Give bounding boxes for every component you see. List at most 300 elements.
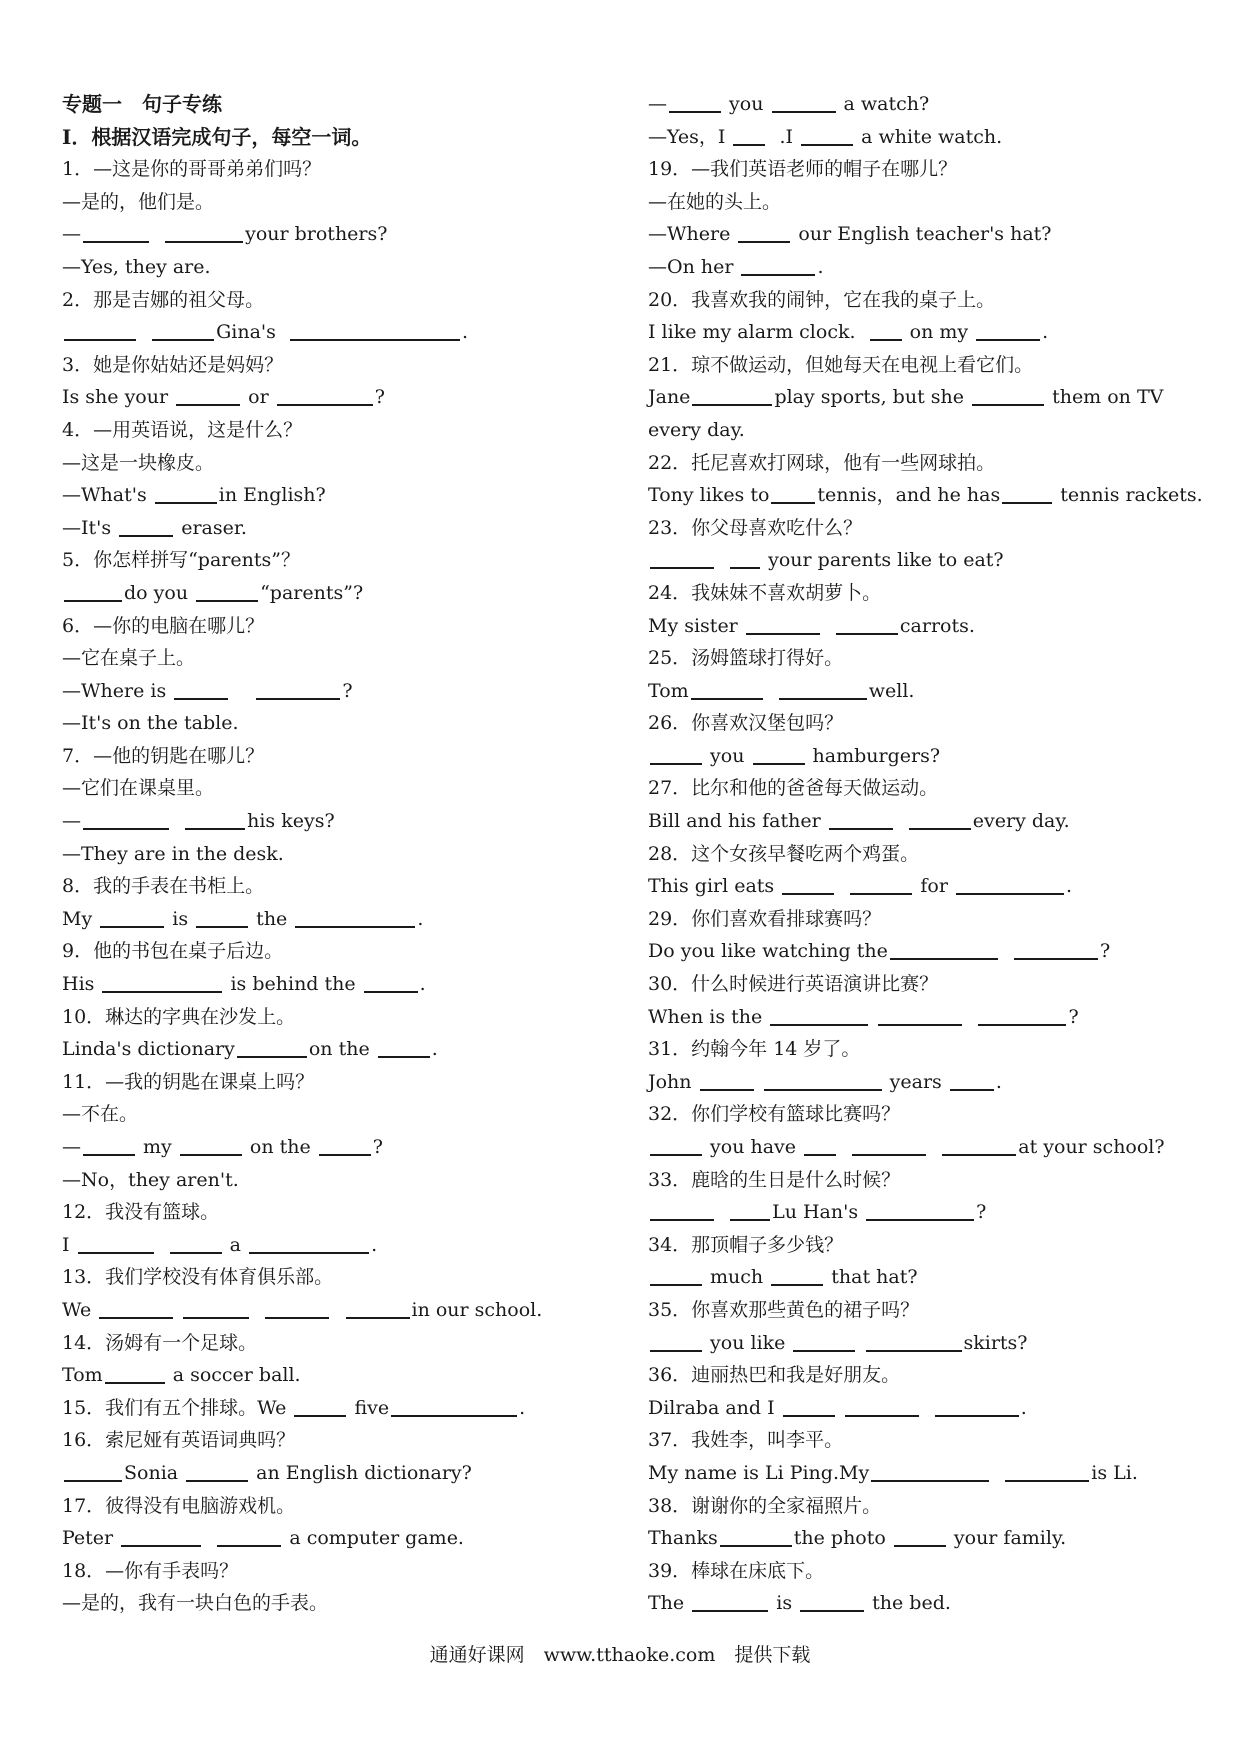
line-text: our English teacher's hat?	[792, 223, 1052, 246]
right-line	[648, 838, 1228, 871]
line-text: 3．她是你姑姑还是妈妈？	[62, 353, 284, 376]
line-text: —No，they aren't.	[62, 1168, 239, 1191]
left-line	[62, 512, 622, 545]
answer-blank[interactable]	[829, 809, 893, 830]
answer-blank[interactable]	[650, 1135, 702, 1156]
answer-blank[interactable]	[295, 907, 415, 928]
line-text: in English?	[218, 484, 326, 507]
left-line	[62, 1490, 622, 1523]
line-text: The	[648, 1592, 691, 1615]
line-text: 12．我没有篮球。	[62, 1201, 220, 1224]
right-line	[648, 642, 1228, 675]
answer-blank[interactable]	[249, 1233, 369, 1254]
line-text: My	[62, 907, 99, 930]
line-text: or	[242, 386, 275, 409]
line-text: tennis rackets.	[1054, 484, 1203, 507]
left-line	[62, 1033, 622, 1066]
line-text: .I	[767, 125, 800, 148]
left-line	[62, 1522, 622, 1555]
answer-blank[interactable]	[733, 125, 765, 146]
line-text: Linda's dictionary	[62, 1038, 235, 1061]
line-text: 10．琳达的字典在沙发上。	[62, 1005, 296, 1028]
line-text: 30．什么时候进行英语演讲比赛？	[648, 973, 939, 996]
left-line	[62, 935, 622, 968]
line-text: on the	[243, 1136, 317, 1158]
line-text: the	[250, 907, 294, 930]
line-text: play sports, but she	[774, 386, 971, 409]
answer-blank[interactable]	[196, 907, 248, 928]
right-line	[648, 153, 1228, 186]
line-text	[870, 1006, 876, 1028]
line-text: you like	[704, 1331, 792, 1354]
line-text: 36．迪丽热巴和我是好朋友。	[648, 1364, 901, 1387]
line-text: —Yes, they are.	[62, 255, 211, 278]
answer-blank[interactable]	[976, 320, 1040, 341]
line-text: —是的，我有一块白色的手表。	[62, 1592, 329, 1615]
answer-blank[interactable]	[185, 809, 245, 830]
answer-blank[interactable]	[909, 809, 971, 830]
line-text: —Where	[648, 223, 737, 246]
answer-blank[interactable]	[64, 320, 136, 341]
answer-blank[interactable]	[100, 907, 164, 928]
line-text: .	[419, 973, 426, 996]
right-line	[648, 968, 1228, 1001]
left-line	[62, 218, 622, 251]
line-text: —It's on the table.	[62, 712, 239, 735]
line-text: Do you like watching the	[648, 940, 888, 963]
left-line	[62, 968, 622, 1001]
line-text: Tony likes to	[648, 484, 770, 507]
right-line	[648, 512, 1228, 545]
answer-blank[interactable]	[772, 92, 836, 113]
right-line	[648, 707, 1228, 740]
line-text: skirts?	[963, 1331, 1028, 1354]
answer-blank[interactable]	[265, 1298, 329, 1319]
line-text: .	[417, 907, 424, 930]
answer-blank[interactable]	[691, 679, 763, 700]
answer-blank[interactable]	[669, 92, 721, 113]
line-text: —是的，他们是。	[62, 190, 215, 213]
left-line	[62, 153, 622, 186]
line-text: 5．你怎样拼写“parents”？	[62, 549, 300, 572]
line-text: a white watch.	[855, 125, 1003, 148]
line-text: 35．你喜欢那些黄色的裙子吗？	[648, 1298, 920, 1321]
answer-blank[interactable]	[99, 1298, 173, 1319]
left-line	[62, 251, 622, 284]
line-text: Thanks	[648, 1527, 718, 1550]
left-line	[62, 414, 622, 447]
answer-blank[interactable]	[771, 1265, 823, 1286]
answer-blank[interactable]	[870, 320, 902, 341]
line-text: your parents like to eat?	[762, 549, 1004, 572]
line-text: 25．汤姆篮球打得好。	[648, 647, 844, 670]
answer-blank[interactable]	[650, 744, 702, 765]
line-text	[251, 1299, 263, 1321]
answer-blank[interactable]	[850, 874, 912, 895]
line-text: every day.	[972, 810, 1070, 833]
answer-blank[interactable]	[277, 385, 373, 406]
right-line	[648, 479, 1228, 512]
line-text: —Yes，I	[648, 125, 732, 148]
answer-blank[interactable]	[866, 1200, 974, 1221]
answer-blank[interactable]	[121, 1526, 201, 1547]
right-line	[648, 610, 1228, 643]
left-line	[62, 1229, 622, 1262]
line-text: 21．琼不做运动，但她每天在电视上看它们。	[648, 353, 1034, 376]
line-text: 2．那是吉娜的祖父母。	[62, 288, 265, 311]
answer-blank[interactable]	[720, 1526, 792, 1547]
right-line	[648, 805, 1228, 838]
right-line	[648, 1066, 1228, 1099]
line-text: is	[770, 1592, 799, 1615]
answer-blank[interactable]	[738, 222, 790, 243]
right-line	[648, 1164, 1228, 1197]
line-text: five	[348, 1396, 390, 1419]
answer-blank[interactable]	[294, 1396, 346, 1417]
right-line	[648, 1294, 1228, 1327]
line-text: 28．这个女孩早餐吃两个鸡蛋。	[648, 842, 920, 865]
line-text: .	[1042, 321, 1049, 344]
line-text: 29．你们喜欢看排球赛吗？	[648, 907, 882, 930]
answer-blank[interactable]	[102, 972, 222, 993]
answer-blank[interactable]	[378, 1037, 430, 1058]
answer-blank[interactable]	[186, 1461, 248, 1482]
line-text: you have	[704, 1136, 803, 1158]
line-text: Tom	[62, 1364, 103, 1387]
right-line	[648, 284, 1228, 317]
answer-blank[interactable]	[942, 1135, 1016, 1156]
answer-blank[interactable]	[155, 483, 217, 504]
line-text: a	[223, 1233, 248, 1256]
line-text: years	[883, 1070, 948, 1093]
line-text: 13．我们学校没有体育俱乐部。	[62, 1266, 334, 1289]
answer-blank[interactable]	[801, 125, 853, 146]
right-line	[648, 577, 1228, 610]
line-text: 1．—这是你的哥哥弟弟们吗？	[62, 158, 322, 181]
answer-blank[interactable]	[180, 1135, 242, 1156]
left-line	[62, 1066, 622, 1099]
right-column	[648, 88, 1228, 1620]
right-line	[648, 1522, 1228, 1555]
line-text	[756, 1071, 762, 1093]
right-line	[648, 1587, 1228, 1620]
answer-blank[interactable]	[650, 1265, 702, 1286]
line-text: —What's	[62, 484, 153, 507]
answer-blank[interactable]	[700, 1070, 754, 1091]
answer-blank[interactable]	[237, 1037, 307, 1058]
answer-blank[interactable]	[730, 1200, 770, 1221]
answer-blank[interactable]	[730, 548, 760, 569]
answer-blank[interactable]	[391, 1396, 517, 1417]
line-text: Gina's	[216, 321, 288, 344]
answer-blank[interactable]	[692, 385, 772, 406]
answer-blank[interactable]	[217, 1526, 281, 1547]
answer-blank[interactable]	[692, 1591, 768, 1612]
right-line	[648, 740, 1228, 773]
left-line	[62, 479, 622, 512]
line-text: is Li.	[1091, 1461, 1138, 1484]
right-line	[648, 447, 1228, 480]
line-text: Is she your	[62, 386, 175, 409]
line-text: ?	[372, 1136, 383, 1158]
answer-blank[interactable]	[771, 483, 815, 504]
answer-blank[interactable]	[119, 516, 173, 537]
left-line	[62, 1457, 622, 1490]
line-text: a computer game.	[283, 1527, 464, 1550]
line-text: —	[62, 223, 81, 246]
line-text: —在她的头上。	[648, 190, 782, 213]
line-text: 39．棒球在床底下。	[648, 1559, 825, 1582]
line-text: 20．我喜欢我的闹钟，它在我的桌子上。	[648, 288, 996, 311]
line-text: —	[62, 1136, 81, 1158]
answer-blank[interactable]	[741, 255, 815, 276]
left-line	[62, 772, 622, 805]
line-text: 16．索尼娅有英语词典吗？	[62, 1429, 296, 1452]
line-text	[921, 1397, 933, 1419]
line-text	[331, 1299, 343, 1321]
line-text: your family.	[947, 1527, 1067, 1550]
answer-blank[interactable]	[935, 1396, 1019, 1417]
answer-blank[interactable]	[866, 1331, 962, 1352]
line-text	[895, 810, 907, 832]
answer-blank[interactable]	[196, 581, 258, 602]
answer-blank[interactable]	[770, 1005, 868, 1026]
line-text	[230, 680, 254, 702]
line-text: a soccer ball.	[166, 1364, 301, 1387]
line-text: —Where is	[62, 679, 173, 702]
line-text: 26．你喜欢汉堡包吗？	[648, 712, 844, 735]
right-line	[648, 1457, 1228, 1490]
answer-blank[interactable]	[165, 222, 243, 243]
right-line	[648, 88, 1228, 121]
right-line	[648, 121, 1228, 154]
answer-blank[interactable]	[83, 1135, 135, 1156]
answer-blank[interactable]	[319, 1135, 371, 1156]
line-text: .	[817, 255, 824, 278]
right-line	[648, 870, 1228, 903]
line-text: 22．托尼喜欢打网球，他有一些网球拍。	[648, 451, 996, 474]
left-line	[62, 1098, 622, 1131]
answer-blank[interactable]	[152, 320, 214, 341]
left-line	[62, 1196, 622, 1229]
right-line	[648, 414, 1228, 447]
right-line	[648, 316, 1228, 349]
line-text: Jane	[648, 386, 691, 409]
line-text: —这是一块橡皮。	[62, 451, 215, 474]
answer-blank[interactable]	[256, 679, 340, 700]
line-text: eraser.	[175, 516, 247, 539]
answer-blank[interactable]	[978, 1005, 1066, 1026]
line-text: on the	[308, 1038, 376, 1061]
answer-blank[interactable]	[105, 1363, 165, 1384]
line-text: 33．鹿晗的生日是什么时候？	[648, 1168, 901, 1191]
line-text: Bill and his father	[648, 810, 827, 833]
line-text: ?	[374, 386, 385, 409]
left-line	[62, 610, 622, 643]
answer-blank[interactable]	[1005, 1461, 1089, 1482]
left-line	[62, 1327, 622, 1360]
line-text: them on TV	[1046, 386, 1164, 409]
answer-blank[interactable]	[779, 679, 867, 700]
section-heading	[62, 121, 622, 154]
answer-blank[interactable]	[1014, 939, 1098, 960]
line-text: 11．—我的钥匙在课桌上吗？	[62, 1070, 315, 1093]
left-line	[62, 1587, 622, 1620]
answer-blank[interactable]	[64, 1461, 122, 1482]
line-text	[836, 875, 848, 897]
line-text: —They are in the desk.	[62, 842, 284, 865]
line-text: ?	[1099, 940, 1111, 963]
line-text: ?	[1068, 1005, 1079, 1028]
answer-blank[interactable]	[64, 581, 122, 602]
line-text: Tom	[648, 679, 689, 702]
answer-blank[interactable]	[83, 222, 149, 243]
line-text: Lu Han's	[772, 1201, 865, 1224]
line-text: This girl eats	[648, 875, 781, 898]
answer-blank[interactable]	[764, 1070, 882, 1091]
line-text: ?	[976, 1201, 987, 1224]
answer-blank[interactable]	[176, 385, 240, 406]
line-text: —	[648, 93, 667, 115]
line-text: tennis，and he has	[817, 484, 1001, 507]
line-text	[203, 1527, 215, 1549]
answer-blank[interactable]	[183, 1298, 249, 1319]
right-line	[648, 1131, 1228, 1164]
line-text: well.	[868, 679, 915, 702]
answer-blank[interactable]	[950, 1070, 994, 1091]
answer-blank[interactable]	[836, 614, 898, 635]
line-text: the bed.	[866, 1592, 951, 1615]
answer-blank[interactable]	[170, 1233, 222, 1254]
line-text: John	[648, 1070, 698, 1093]
line-text: at your school?	[1018, 1136, 1165, 1158]
page-footer: 通通好课网 www.tthaoke.com 提供下载	[429, 1644, 811, 1666]
line-text	[1000, 940, 1012, 962]
right-line	[648, 675, 1228, 708]
left-line	[62, 284, 622, 317]
line-text: .	[995, 1070, 1002, 1093]
right-line	[648, 1327, 1228, 1360]
line-text: My name is Li Ping.My	[648, 1461, 870, 1484]
answer-blank[interactable]	[894, 1526, 946, 1547]
right-line	[648, 1033, 1228, 1066]
right-line	[648, 1229, 1228, 1262]
line-text: .	[1065, 875, 1072, 898]
answer-blank[interactable]	[364, 972, 418, 993]
line-text: —它们在课桌里。	[62, 777, 215, 800]
answer-blank[interactable]	[650, 1200, 714, 1221]
line-text: .	[519, 1396, 526, 1419]
right-line	[648, 935, 1228, 968]
answer-blank[interactable]	[1002, 483, 1052, 504]
right-line	[648, 1490, 1228, 1523]
left-line	[62, 1294, 622, 1327]
answer-blank[interactable]	[852, 1135, 926, 1156]
answer-blank[interactable]	[346, 1298, 410, 1319]
left-line	[62, 1164, 622, 1197]
right-line	[648, 381, 1228, 414]
answer-blank[interactable]	[845, 1396, 919, 1417]
right-line	[648, 186, 1228, 219]
answer-blank[interactable]	[746, 614, 820, 635]
line-text: that hat?	[825, 1266, 918, 1289]
line-text: —不在。	[62, 1103, 139, 1126]
answer-blank[interactable]	[782, 874, 834, 895]
right-line	[648, 544, 1228, 577]
line-text	[151, 223, 163, 245]
line-text: I	[62, 1233, 76, 1256]
left-line	[62, 1424, 622, 1457]
line-text: —	[62, 810, 81, 833]
line-text	[171, 810, 183, 832]
left-line	[62, 577, 622, 610]
answer-blank[interactable]	[793, 1331, 855, 1352]
line-text: my	[137, 1136, 178, 1158]
line-text: —它在桌子上。	[62, 647, 196, 670]
answer-blank[interactable]	[972, 385, 1044, 406]
line-text: 34．那顶帽子多少钱？	[648, 1233, 844, 1256]
line-text: his keys?	[247, 810, 335, 833]
line-text: 17．彼得没有电脑游戏机。	[62, 1494, 296, 1517]
line-text: .	[431, 1038, 438, 1061]
answer-blank[interactable]	[753, 744, 805, 765]
line-text: for	[914, 875, 954, 898]
line-text: .	[1020, 1396, 1027, 1419]
left-line	[62, 805, 622, 838]
line-text	[716, 549, 728, 571]
left-line	[62, 903, 622, 936]
answer-blank[interactable]	[650, 1331, 702, 1352]
left-line	[62, 316, 622, 349]
left-line	[62, 544, 622, 577]
line-text: 27．比尔和他的爸爸每天做运动。	[648, 777, 939, 800]
line-text: “parents”?	[260, 581, 364, 604]
answer-blank[interactable]	[804, 1135, 836, 1156]
line-text: the photo	[793, 1527, 892, 1550]
answer-blank[interactable]	[800, 1591, 864, 1612]
answer-blank[interactable]	[890, 939, 998, 960]
worksheet-title	[62, 88, 622, 121]
line-text: 6．—你的电脑在哪儿？	[62, 614, 265, 637]
line-text	[928, 1136, 940, 1158]
answer-blank[interactable]	[83, 809, 169, 830]
answer-blank[interactable]	[78, 1233, 154, 1254]
line-text: carrots.	[899, 614, 975, 637]
answer-blank[interactable]	[956, 874, 1064, 895]
line-text: .	[461, 321, 469, 344]
line-text: you	[723, 93, 770, 115]
line-text: an English dictionary?	[250, 1461, 472, 1484]
answer-blank[interactable]	[878, 1005, 962, 1026]
answer-blank[interactable]	[174, 679, 228, 700]
right-line	[648, 1424, 1228, 1457]
answer-blank[interactable]	[650, 548, 714, 569]
line-text: Dilraba and I	[648, 1396, 781, 1419]
right-line	[648, 1098, 1228, 1131]
line-text	[964, 1006, 976, 1028]
answer-blank[interactable]	[783, 1396, 835, 1417]
right-line	[648, 772, 1228, 805]
answer-blank[interactable]	[290, 320, 460, 341]
line-text	[822, 615, 834, 637]
line-text: —On her	[648, 255, 740, 278]
answer-blank[interactable]	[871, 1461, 989, 1482]
line-text	[837, 1397, 843, 1419]
line-text	[838, 1136, 850, 1158]
line-text	[138, 321, 150, 343]
line-text: Sonia	[124, 1461, 185, 1484]
line-text: 18．—你有手表吗？	[62, 1559, 239, 1582]
